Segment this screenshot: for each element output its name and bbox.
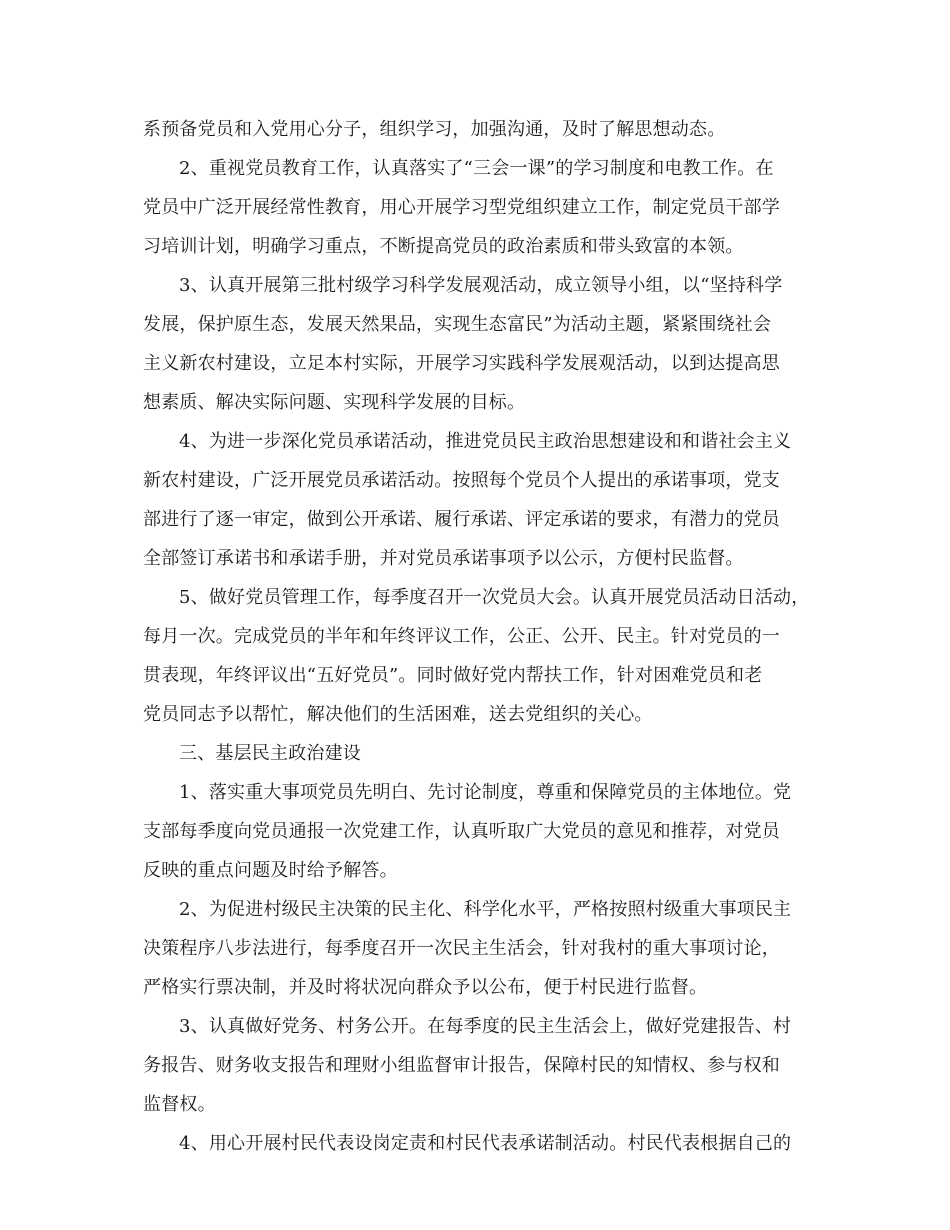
paragraph-start-line: 3、认真做好党务、村务公开。在每季度的民主生活会上，做好党建报告、村	[179, 1016, 792, 1037]
text-line: 严格实行票决制，并及时将状况向群众予以公布，便于村民进行监督。	[143, 977, 708, 998]
paragraph-start-line: 4、为进一步深化党员承诺活动，推进党员民主政治思想建设和和谐社会主义	[179, 431, 792, 452]
text-line: 每月一次。完成党员的半年和年终评议工作，公正、公开、民主。针对党员的一	[143, 626, 780, 647]
text-line: 务报告、财务收支报告和理财小组监督审计报告，保障村民的知情权、参与权和	[143, 1055, 780, 1076]
text-line: 党员中广泛开展经常性教育，用心开展学习型党组织建立工作，制定党员干部学	[143, 197, 780, 218]
paragraph-start-line: 3、认真开展第三批村级学习科学发展观活动，成立领导小组，以“坚持科学	[179, 275, 783, 296]
paragraph-start-line: 2、重视党员教育工作，认真落实了“三会一课”的学习制度和电教工作。在	[179, 158, 774, 179]
text-line: 发展，保护原生态，发展天然果品，实现生态富民”为活动主题，紧紧围绕社会	[143, 314, 772, 335]
paragraph-start-line: 5、做好党员管理工作，每季度召开一次党员大会。认真开展党员活动日活动，	[179, 587, 810, 608]
text-line: 支部每季度向党员通报一次党建工作，认真听取广大党员的意见和推荐，对党员	[143, 821, 780, 842]
text-line: 贯表现，年终评议出“五好党员”。同时做好党内帮扶工作，针对困难党员和老	[143, 665, 763, 686]
paragraph-start-line: 2、为促进村级民主决策的民主化、科学化水平，严格按照村级重大事项民主	[179, 899, 792, 920]
text-line: 新农村建设，广泛开展党员承诺活动。按照每个党员个人提出的承诺事项，党支	[143, 470, 780, 491]
section-heading: 三、基层民主政治建设	[179, 743, 361, 764]
text-line: 全部签订承诺书和承诺手册，并对党员承诺事项予以公示，方便村民监督。	[143, 548, 744, 569]
text-line: 系预备党员和入党用心分子，组织学习，加强沟通，及时了解思想动态。	[143, 119, 726, 140]
text-line: 部进行了逐一审定，做到公开承诺、履行承诺、评定承诺的要求，有潜力的党员	[143, 509, 780, 530]
text-line: 决策程序八步法进行，每季度召开一次民主生活会，针对我村的重大事项讨论，	[143, 938, 780, 959]
paragraph-start-line: 4、用心开展村民代表设岗定责和村民代表承诺制活动。村民代表根据自己的	[179, 1133, 792, 1154]
text-line: 党员同志予以帮忙，解决他们的生活困难，送去党组织的关心。	[143, 704, 653, 725]
text-line: 监督权。	[143, 1094, 216, 1115]
text-line: 想素质、解决实际问题、实现科学发展的目标。	[143, 392, 526, 413]
text-line: 主义新农村建设，立足本村实际，开展学习实践科学发展观活动，以到达提高思	[143, 353, 780, 374]
paragraph-start-line: 1、落实重大事项党员先明白、先讨论制度，尊重和保障党员的主体地位。党	[179, 782, 792, 803]
text-line: 习培训计划，明确学习重点，不断提高党员的政治素质和带头致富的本领。	[143, 236, 744, 257]
text-line: 反映的重点问题及时给予解答。	[143, 860, 398, 881]
